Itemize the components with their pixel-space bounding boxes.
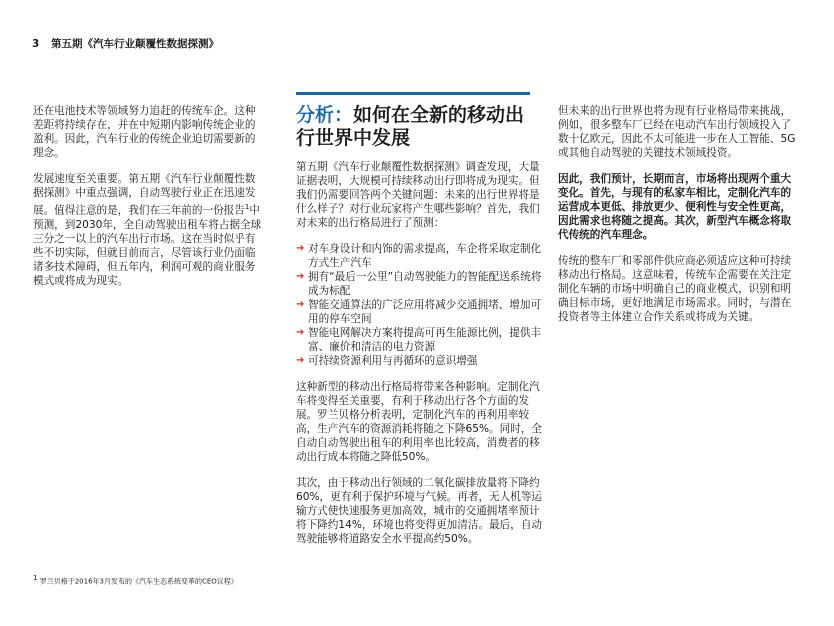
footnote-marker: 1 [33, 574, 38, 582]
paragraph: 第五期《汽车行业颠覆性数据探测》调查发现，大量证据表明，大规模可持续移动出行即将成为现实。但我们仍需要回答两个关键问题：未来的出行世界将是什么样子？对行业玩家将产生哪些影响？首先，我们对未来的出行格局进行了预测： [296, 161, 540, 229]
page-header [32, 36, 219, 51]
middle-column [296, 94, 542, 558]
paragraph: 传统的整车厂和零部件供应商必须适应这种可持续移动出行格局。这意味着，传统车企需要在关注定制化车辆的市场中明确自己的商业模式，识别和明确目标市场，更好地满足市场需求。同时，与潜在投资者等主体建立合作关系或将成为关键。 [558, 255, 792, 323]
arrow-icon: ➔ [296, 271, 305, 282]
emphasis-paragraph: 因此，我们预计，长期而言，市场将出现两个重大变化。首先，与现有的私家车相比，定制化汽车的运营成本更低、排放更少、便利性与安全性更高，因此需求也将随之提高。其次，新型汽车概念将取代传统的汽车理念。 [558, 173, 792, 241]
list-item: ➔ 智能交通算法的广泛应用将减少交通拥堵、增加可用的停车空间 [296, 299, 542, 325]
footnote-ref: 1 [244, 203, 250, 211]
paragraph: 发展速度至关重要。第五期《汽车行业颠覆性数据探测》中重点强调，自动驾驶行业正在迅速发展。值得注意的是，我们在三年前的一份报告$^1$中预测，到2030年，全自动驾驶出租车将占据全球三分之一以上的汽车出行市场。这在当时似乎有些不切实际，但就目前而言，尽管该行业仍面临诸多技术障碍，但五年内，利润可观的商业服务模式或将成为现实。 [33, 173, 262, 287]
page-number: 3 [32, 38, 40, 50]
arrow-icon: ➔ [296, 243, 305, 254]
paragraph: 但未来的出行世界也将为现有行业格局带来挑战，例如，很多整车厂已经在电动汽车出行领域投入了数十亿欧元，因此不太可能进一步在人工智能、5G或其他自动驾驶的关键技术领域投资。 [558, 105, 796, 159]
footnote [33, 574, 273, 586]
running-title: 第五期《汽车行业颠覆性数据探测》 [50, 38, 219, 50]
list-item: ➔ 对车身设计和内饰的需求提高，车企将采取定制化方式生产汽车 [296, 243, 542, 269]
list-item: ➔ 智能电网解决方案将提高可再生能源比例，提供丰富、廉价和清洁的电力资源 [296, 327, 542, 353]
arrow-icon: ➔ [296, 355, 305, 366]
paragraph: 还在电池技术等领域努力追赶的传统车企。这种差距将持续存在，并在中短期内影响传统企业的盈利。因此，汽车行业的传统企业迫切需要新的理念。 [33, 105, 256, 159]
prediction-list [296, 242, 542, 368]
list-item: ➔ 可持续资源利用与再循环的意识增强 [296, 355, 478, 367]
footnote-text: 罗兰贝格于2016年3月发布的《汽车生态系统变革的CEO议程》 [39, 577, 238, 586]
paragraph: 其次，由于移动出行领域的二氧化碳排放量将下降约60%，更有利于保护环境与气候。再者，无人机等运输方式使快速服务更加高效，城市的交通拥堵率预计将下降约14%，环境也将变得更加清洁。最后，自动驾驶能够将道路安全水平提高约50%。 [296, 477, 543, 545]
list-item: ➔ 拥有“最后一公里”自动驾驶能力的智能配送系统将成为标配 [296, 271, 542, 297]
paragraph: 这种新型的移动出行格局将带来各种影响。定制化汽车将变得至关重要，有利于移动出行各个方面的发展。罗兰贝格分析表明，定制化汽车的再利用率较高，生产汽车的资源消耗将随之下降65%。同时，全自动自动驾驶出租车的利用率也比较高，消费者的移动出行成本将随之降低50%。 [296, 381, 543, 463]
arrow-icon: ➔ [296, 299, 305, 310]
arrow-icon: ➔ [296, 327, 305, 338]
right-column [558, 104, 798, 336]
section-headline: 分析：如何在全新的移动出行世界中发展 [296, 104, 525, 149]
left-column [33, 104, 266, 300]
